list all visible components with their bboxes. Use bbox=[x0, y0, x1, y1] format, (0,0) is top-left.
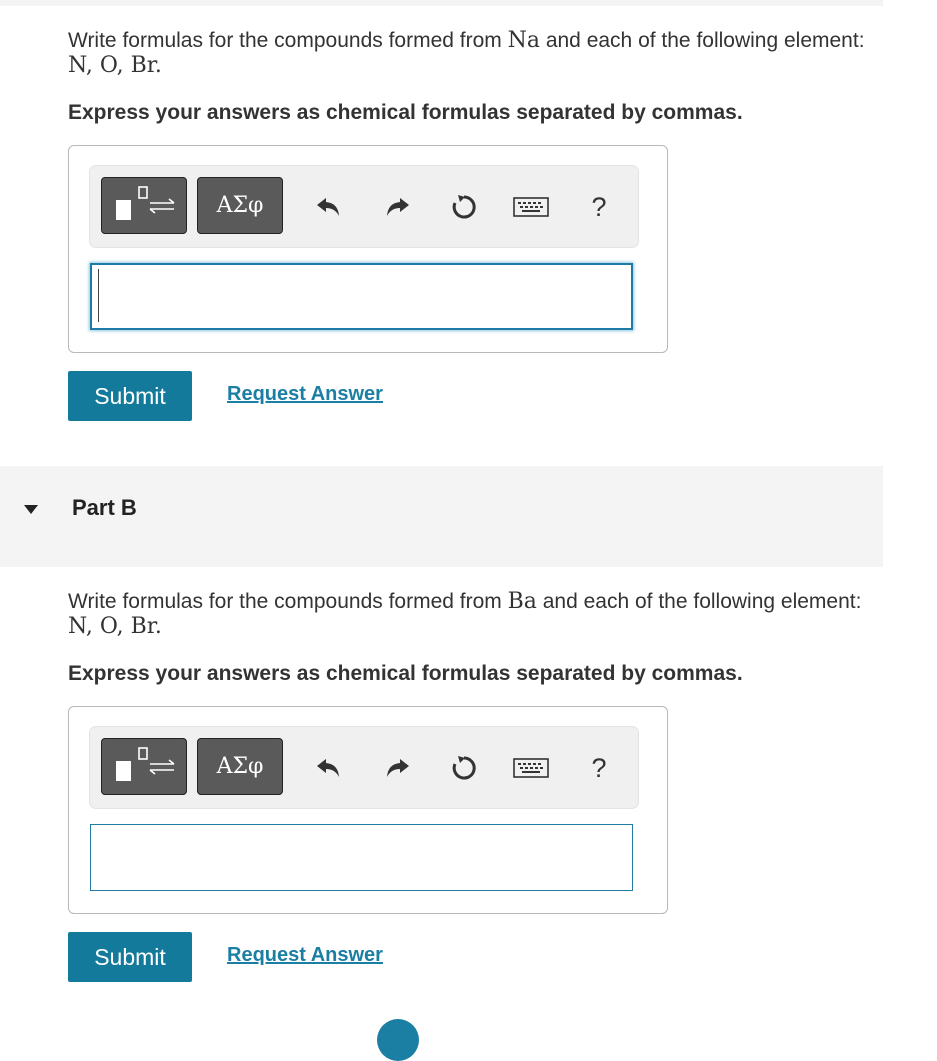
part-b-elements-list: N, O, Br. bbox=[68, 614, 162, 639]
part-b-instruction: Express your answers as chemical formulas separated by commas. bbox=[68, 662, 743, 685]
reset-icon[interactable] bbox=[442, 741, 486, 795]
help-icon[interactable]: ? bbox=[591, 752, 607, 783]
part-a-math-toolbar bbox=[89, 165, 639, 248]
part-b-submit-button[interactable]: Submit bbox=[68, 932, 192, 982]
part-a-element: Na bbox=[507, 28, 540, 53]
text-caret bbox=[98, 269, 99, 322]
keyboard-icon[interactable] bbox=[509, 741, 553, 795]
part-b-request-answer-link[interactable]: Request Answer bbox=[227, 944, 383, 966]
part-b-title: Part B bbox=[72, 495, 137, 520]
scrollbar-track[interactable] bbox=[926, 0, 937, 1024]
reset-icon[interactable] bbox=[442, 180, 486, 234]
next-section-indicator-icon bbox=[377, 1019, 419, 1061]
part-a-prompt: Write formulas for the compounds formed from Na and each of the following element: N, O, Br. bbox=[68, 28, 865, 78]
redo-icon[interactable] bbox=[375, 180, 419, 234]
greek-symbols-button[interactable]: ΑΣφ bbox=[197, 177, 283, 234]
part-a-answer-input[interactable] bbox=[90, 263, 633, 330]
collapse-arrow-icon[interactable] bbox=[24, 505, 38, 514]
templates-icon bbox=[102, 178, 186, 233]
greek-symbols-button[interactable]: ΑΣφ bbox=[197, 738, 283, 795]
redo-icon[interactable] bbox=[375, 741, 419, 795]
part-a-elements-list: N, O, Br. bbox=[68, 53, 162, 78]
part-a-answer-box bbox=[68, 145, 668, 353]
part-b-answer-input[interactable] bbox=[90, 824, 633, 891]
keyboard-icon[interactable] bbox=[509, 180, 553, 234]
templates-button[interactable] bbox=[101, 738, 187, 795]
previous-section-strip bbox=[0, 0, 883, 6]
part-a-request-answer-link[interactable]: Request Answer bbox=[227, 383, 383, 405]
part-b-header[interactable] bbox=[0, 466, 883, 567]
part-b-math-toolbar bbox=[89, 726, 639, 809]
help-icon[interactable]: ? bbox=[591, 191, 607, 222]
templates-button[interactable] bbox=[101, 177, 187, 234]
part-b-prompt: Write formulas for the compounds formed from Ba and each of the following element: N, O, Br. bbox=[68, 589, 862, 639]
part-a-instruction: Express your answers as chemical formulas separated by commas. bbox=[68, 101, 743, 124]
part-b-answer-box bbox=[68, 706, 668, 914]
templates-icon bbox=[102, 739, 186, 794]
undo-icon[interactable] bbox=[307, 180, 351, 234]
undo-icon[interactable] bbox=[307, 741, 351, 795]
part-a-submit-button[interactable]: Submit bbox=[68, 371, 192, 421]
part-b-element: Ba bbox=[507, 589, 537, 614]
